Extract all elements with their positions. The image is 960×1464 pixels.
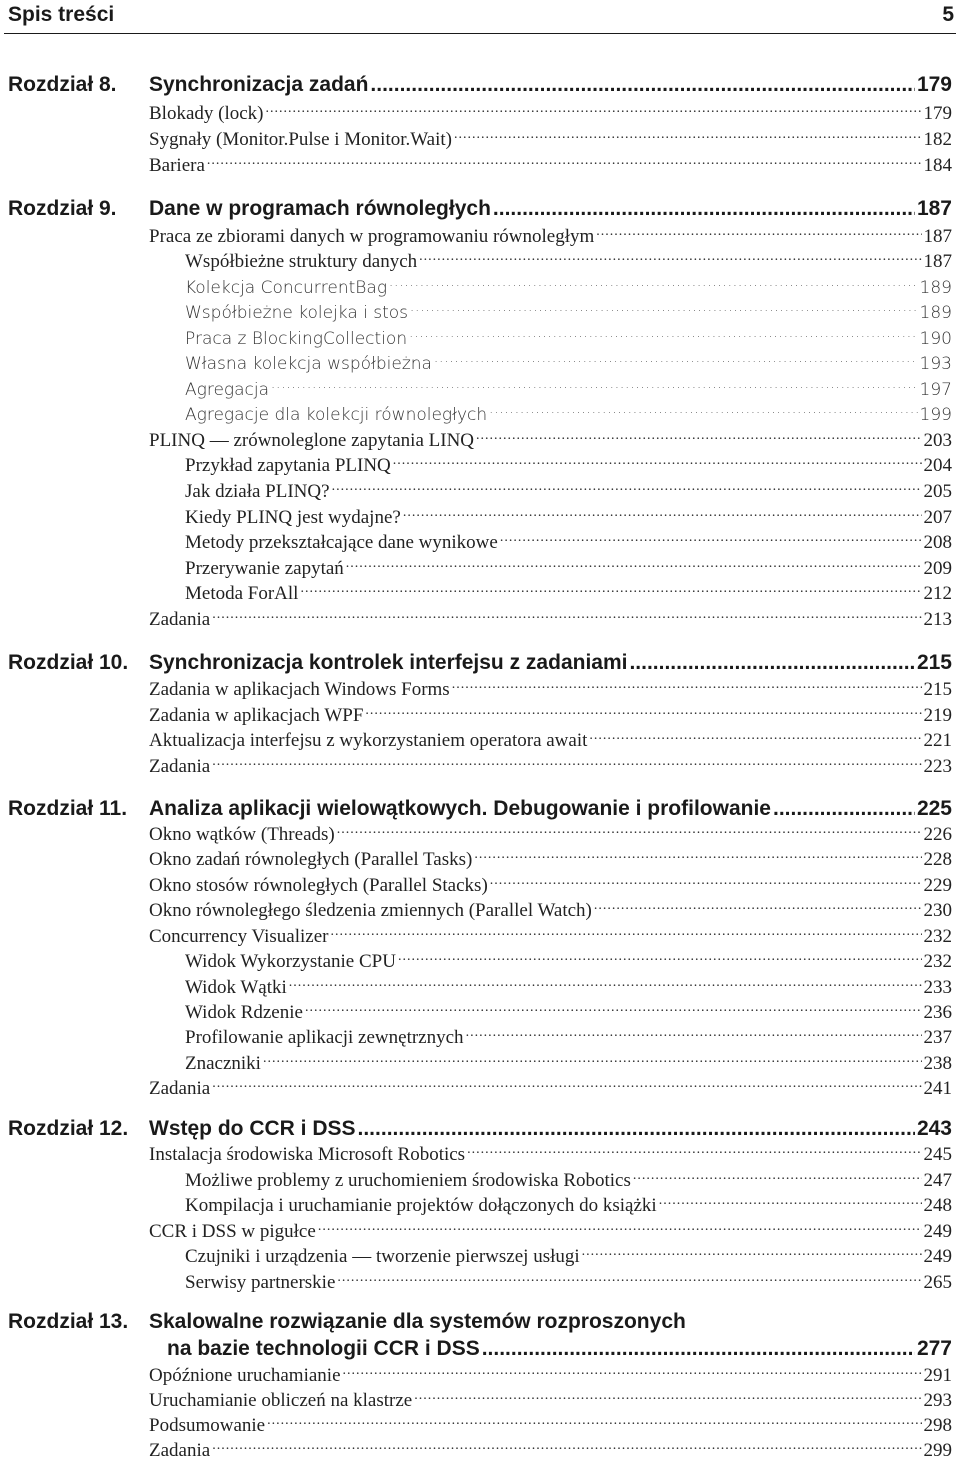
toc-entry[interactable]: Serwisy partnerskie ..... 265: [185, 1270, 952, 1296]
toc-entry[interactable]: Bariera ..... 184: [149, 153, 952, 179]
header-page-number: 5: [942, 3, 954, 26]
chapter-title-continued: na bazie technologii CCR i DSS: [167, 1337, 480, 1360]
header-divider: [4, 33, 956, 34]
toc-entry[interactable]: Okno równoległego śledzenia zmiennych (Parallel Watch) ..... 230: [149, 898, 952, 924]
chapter-title: Synchronizacja zadań: [149, 73, 369, 96]
toc-entry[interactable]: Opóźnione uruchamianie ..... 291: [149, 1363, 952, 1389]
chapter-row[interactable]: [149, 72, 952, 98]
toc-entry[interactable]: Przykład zapytania PLINQ ..... 204: [185, 453, 952, 479]
chapter-label: Rozdział 11.: [8, 797, 128, 820]
toc-entry[interactable]: Przerywanie zapytań ..... 209: [185, 556, 952, 582]
toc-entry[interactable]: Widok Wątki ..... 233: [185, 975, 952, 1001]
chapter-title[interactable]: Skalowalne rozwiązanie dla systemów rozproszonych: [149, 1310, 686, 1333]
toc-entry[interactable]: Metoda ForAll ..... 212: [185, 581, 952, 607]
toc-entry[interactable]: Profilowanie aplikacji zewnętrznych ..... 237: [185, 1025, 952, 1051]
toc-entry[interactable]: Własna kolekcja współbieżna ..... 193: [185, 351, 952, 377]
chapter-label: Rozdział 12.: [8, 1117, 129, 1140]
chapter-page: 243: [916, 1117, 952, 1140]
chapter-row[interactable]: [149, 1116, 952, 1142]
toc-entry[interactable]: Zadania w aplikacjach Windows Forms ..... 215: [149, 677, 952, 703]
chapter-label: Rozdział 8.: [8, 73, 117, 96]
toc-entry[interactable]: Zadania ..... 299: [149, 1438, 952, 1464]
toc-entry[interactable]: Agregacja ..... 197: [185, 377, 952, 403]
toc-entry[interactable]: Zadania w aplikacjach WPF ..... 219: [149, 703, 952, 729]
toc-entry[interactable]: Współbieżne struktury danych ..... 187: [185, 249, 952, 275]
header-title: Spis treści: [8, 3, 115, 26]
chapter-label: Rozdział 9.: [8, 197, 117, 220]
chapter-title: Wstęp do CCR i DSS: [149, 1117, 356, 1140]
toc-entry[interactable]: Aktualizacja interfejsu z wykorzystaniem operatora await ..... 221: [149, 728, 952, 754]
chapter-title: Dane w programach równoległych: [149, 197, 491, 220]
chapter-page: 179: [916, 73, 952, 96]
toc-entry[interactable]: Okno stosów równoległych (Parallel Stacks) ..... 229: [149, 873, 952, 899]
toc-entry[interactable]: Zadania ..... 241: [149, 1076, 952, 1102]
toc-entry[interactable]: Kiedy PLINQ jest wydajne? ..... 207: [185, 505, 952, 531]
chapter-row[interactable]: [149, 196, 952, 222]
toc-entry[interactable]: Metody przekształcające dane wynikowe ..... 208: [185, 530, 952, 556]
toc-entry[interactable]: Znaczniki ..... 238: [185, 1051, 952, 1077]
chapter-row[interactable]: [149, 650, 952, 676]
chapter-row[interactable]: [167, 1336, 952, 1362]
toc-entry[interactable]: Kompilacja i uruchamianie projektów dołączonych do książki ..... 248: [185, 1193, 952, 1219]
chapter-title: Analiza aplikacji wielowątkowych. Debugowanie i profilowanie: [149, 797, 771, 820]
toc-entry[interactable]: Agregacje dla kolekcji równoległych ..... 199: [185, 402, 952, 428]
chapter-page: 225: [916, 797, 952, 820]
chapter-title: Synchronizacja kontrolek interfejsu z zadaniami: [149, 651, 628, 674]
chapter-label: Rozdział 10.: [8, 651, 129, 674]
chapter-label: Rozdział 13.: [8, 1310, 129, 1333]
page-header: [8, 0, 954, 30]
chapter-page: 187: [916, 197, 952, 220]
toc-entry[interactable]: Widok Wykorzystanie CPU ..... 232: [185, 949, 952, 975]
toc-entry[interactable]: Widok Rdzenie ..... 236: [185, 1000, 952, 1026]
toc-entry[interactable]: Podsumowanie ..... 298: [149, 1413, 952, 1439]
chapter-page: 277: [916, 1337, 952, 1360]
chapter-row[interactable]: [149, 796, 952, 822]
toc-entry[interactable]: Jak działa PLINQ? ..... 205: [185, 479, 952, 505]
toc-entry[interactable]: Możliwe problemy z uruchomieniem środowiska Robotics ..... 247: [185, 1168, 952, 1194]
toc-entry[interactable]: Zadania ..... 223: [149, 754, 952, 780]
toc-entry[interactable]: Okno wątków (Threads) ..... 226: [149, 822, 952, 848]
toc-entry[interactable]: PLINQ — zrównoleglone zapytania LINQ ..... 203: [149, 428, 952, 454]
toc-entry[interactable]: Praca z BlockingCollection ..... 190: [185, 326, 952, 352]
toc-entry[interactable]: Zadania ..... 213: [149, 607, 952, 633]
toc-entry[interactable]: Kolekcja ConcurrentBag ..... 189: [185, 275, 952, 301]
toc-entry[interactable]: Czujniki i urządzenia — tworzenie pierwszej usługi ..... 249: [185, 1244, 952, 1270]
toc-entry[interactable]: Praca ze zbiorami danych w programowaniu równoległym ..... 187: [149, 224, 952, 250]
chapter-page: 215: [916, 651, 952, 674]
toc-entry[interactable]: Concurrency Visualizer ..... 232: [149, 924, 952, 950]
toc-entry[interactable]: Blokady (lock) ..... 179: [149, 101, 952, 127]
toc-entry[interactable]: Uruchamianie obliczeń na klastrze ..... 293: [149, 1388, 952, 1414]
toc-entry[interactable]: Okno zadań równoległych (Parallel Tasks) ..... 228: [149, 847, 952, 873]
toc-entry[interactable]: Współbieżne kolejka i stos ..... 189: [185, 300, 952, 326]
toc-entry[interactable]: Instalacja środowiska Microsoft Robotics ..... 245: [149, 1142, 952, 1168]
toc-entry[interactable]: Sygnały (Monitor.Pulse i Monitor.Wait) ..... 182: [149, 127, 952, 153]
toc-entry[interactable]: CCR i DSS w pigułce ..... 249: [149, 1219, 952, 1245]
